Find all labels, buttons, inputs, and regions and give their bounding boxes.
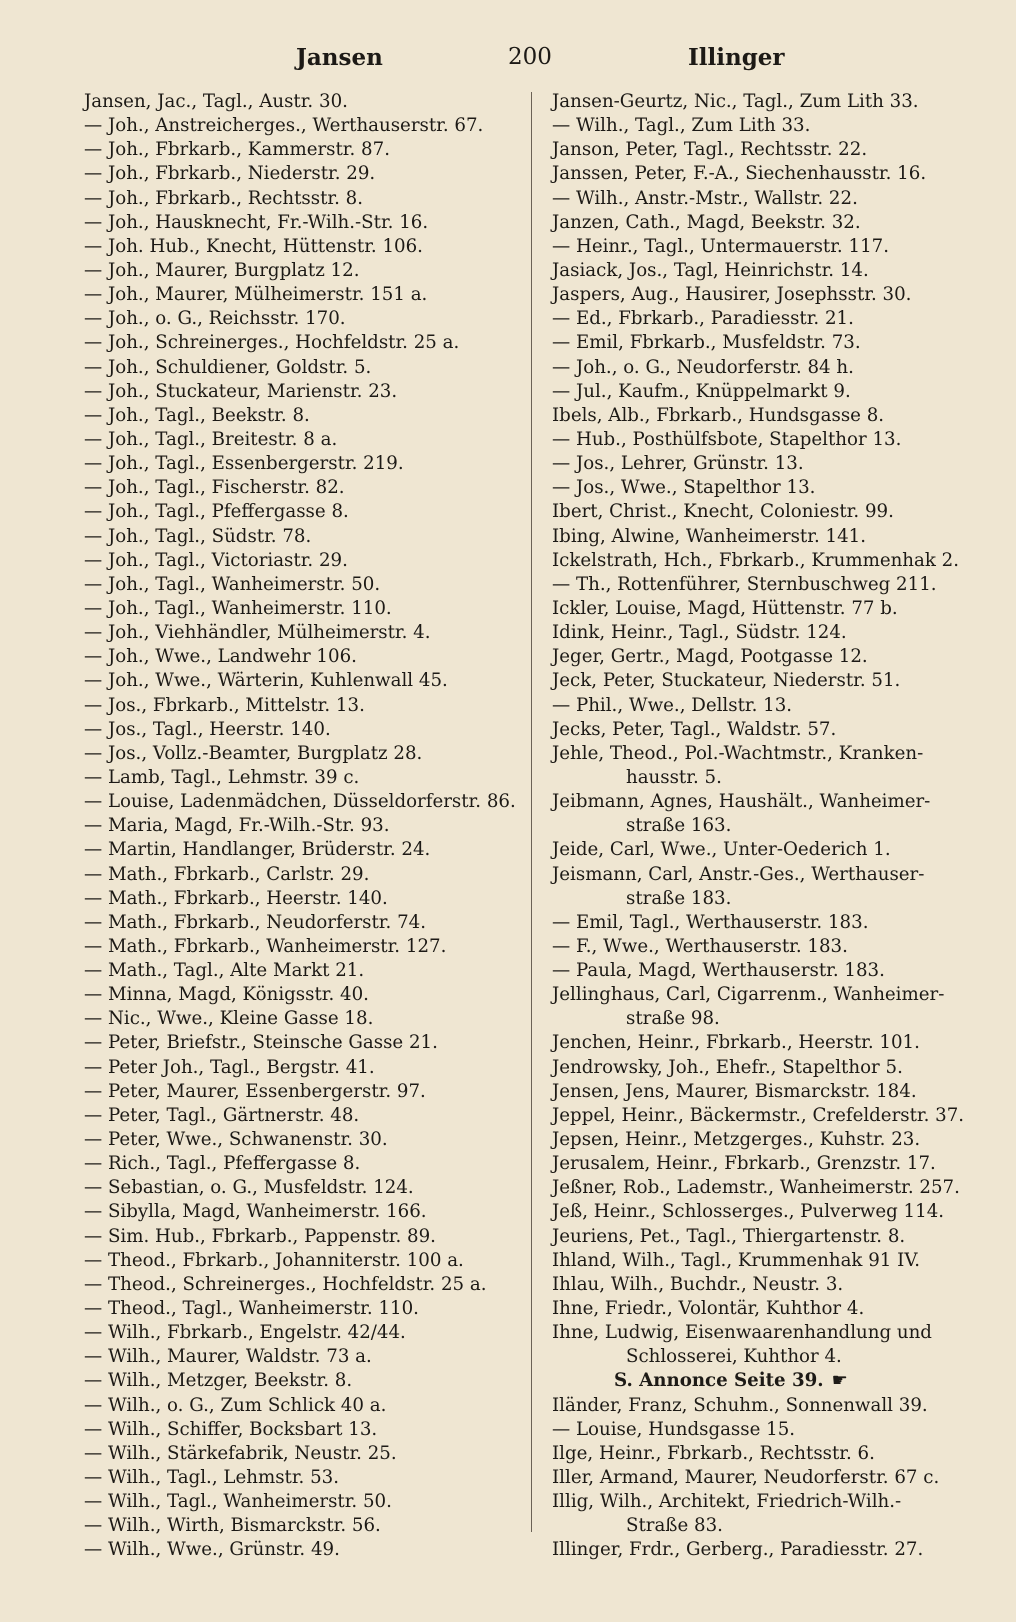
directory-entry bbox=[552, 114, 992, 138]
directory-entry bbox=[552, 307, 992, 331]
directory-entry: — Joh., Wwe., Wärterin, Kuhlenwall 45. bbox=[84, 670, 448, 692]
directory-entry bbox=[552, 283, 992, 307]
directory-entry: — Joh., Tagl., Breitestr. 8 a. bbox=[84, 428, 338, 450]
directory-entry: — Sebastian, o. G., Musfeldstr. 124. bbox=[84, 1177, 414, 1199]
directory-entry bbox=[552, 380, 992, 404]
directory-entry bbox=[552, 476, 992, 500]
directory-entry bbox=[552, 1200, 992, 1224]
directory-entry bbox=[552, 549, 992, 573]
entry-text: Jenchen, Heinr., Fbrkarb., Heerstr. 101. bbox=[552, 1032, 920, 1054]
directory-entry: — Joh., Fbrkarb., Rechtsstr. 8. bbox=[84, 187, 364, 209]
directory-entry bbox=[552, 1538, 992, 1562]
entry-text: — Hub., Posthülfsbote, Stapelthor 13. bbox=[552, 428, 902, 450]
directory-entry-continuation bbox=[552, 814, 992, 838]
entry-text: — Wilh., Anstr.-Mstr., Wallstr. 22. bbox=[552, 187, 858, 209]
directory-entry: — Joh., Tagl., Fischerstr. 82. bbox=[84, 477, 345, 499]
directory-entry bbox=[552, 1490, 992, 1514]
entry-text: — Jos., Lehrer, Grünstr. 13. bbox=[552, 453, 804, 475]
directory-entry: — Joh., o. G., Reichsstr. 170. bbox=[84, 308, 346, 330]
directory-entry: — Joh., Fbrkarb., Kammerstr. 87. bbox=[84, 139, 390, 161]
entry-text: Janssen, Peter, F.-A., Siechenhausstr. 16. bbox=[552, 163, 927, 185]
directory-entry bbox=[552, 1418, 992, 1442]
directory-entry: — Joh., Tagl., Victoriastr. 29. bbox=[84, 549, 348, 571]
directory-entry bbox=[552, 1442, 992, 1466]
directory-entry: — Joh., Tagl., Wanheimerstr. 50. bbox=[84, 573, 381, 595]
entry-text: — F., Wwe., Werthauserstr. 183. bbox=[552, 935, 848, 957]
directory-entry bbox=[552, 525, 992, 549]
directory-entry: — Theod., Tagl., Wanheimerstr. 110. bbox=[84, 1298, 419, 1320]
directory-entry: — Minna, Magd, Königsstr. 40. bbox=[84, 984, 369, 1006]
directory-entry bbox=[552, 1394, 992, 1418]
directory-entry: — Joh. Hub., Knecht, Hüttenstr. 106. bbox=[84, 235, 423, 257]
directory-entry bbox=[552, 1249, 992, 1273]
directory-entry: — Wilh., Wirth, Bismarckstr. 56. bbox=[84, 1515, 381, 1537]
column-divider bbox=[531, 92, 532, 1532]
page-number: 200 bbox=[508, 44, 552, 70]
entry-text: Ihne, Ludwig, Eisenwaarenhandlung und bbox=[552, 1322, 932, 1344]
entry-text: straße 183. bbox=[626, 887, 732, 909]
directory-entry: — Joh., Tagl., Wanheimerstr. 110. bbox=[84, 597, 392, 619]
directory-entry: — Theod., Schreinerges., Hochfeldstr. 25 a. bbox=[84, 1273, 487, 1295]
directory-entry: — Peter, Maurer, Essenbergerstr. 97. bbox=[84, 1080, 426, 1102]
directory-entry bbox=[552, 331, 992, 355]
entry-text: Jeide, Carl, Wwe., Unter-Oederich 1. bbox=[552, 839, 891, 861]
directory-entry bbox=[552, 452, 992, 476]
entry-text: Straße 83. bbox=[626, 1515, 723, 1537]
directory-entry bbox=[552, 911, 992, 935]
directory-entry: — Peter, Tagl., Gärtnerstr. 48. bbox=[84, 1104, 360, 1126]
directory-entry bbox=[552, 90, 992, 114]
directory-entry bbox=[552, 1466, 992, 1490]
directory-entry: — Martin, Handlanger, Brüderstr. 24. bbox=[84, 839, 431, 861]
right-column bbox=[552, 90, 992, 1563]
entry-text: Ilge, Heinr., Fbrkarb., Rechtsstr. 6. bbox=[552, 1442, 875, 1464]
directory-entry bbox=[552, 259, 992, 283]
entry-text: Iller, Armand, Maurer, Neudorferstr. 67 c. bbox=[552, 1467, 940, 1489]
directory-entry bbox=[552, 500, 992, 524]
entry-text: — Emil, Tagl., Werthauserstr. 183. bbox=[552, 911, 869, 933]
directory-entry: — Wilh., Tagl., Wanheimerstr. 50. bbox=[84, 1491, 392, 1513]
directory-entry: — Math., Fbrkarb., Neudorferstr. 74. bbox=[84, 911, 426, 933]
entry-text: Idink, Heinr., Tagl., Südstr. 124. bbox=[552, 622, 847, 644]
entry-text: — Emil, Fbrkarb., Musfeldstr. 73. bbox=[552, 332, 861, 354]
entry-text: Schlosserei, Kuhthor 4. bbox=[626, 1346, 842, 1368]
entry-text: S. Annonce Seite 39. bbox=[614, 1370, 824, 1392]
directory-entry: — Joh., Fbrkarb., Niederstr. 29. bbox=[84, 163, 376, 185]
header-right-word: Illinger bbox=[688, 44, 785, 71]
directory-entry: — Jos., Fbrkarb., Mittelstr. 13. bbox=[84, 694, 365, 716]
directory-entry: — Wilh., Wwe., Grünstr. 49. bbox=[84, 1539, 340, 1561]
directory-entry bbox=[552, 1273, 992, 1297]
directory-entry-continuation bbox=[552, 1345, 992, 1369]
directory-entry: — Joh., Maurer, Mülheimerstr. 151 a. bbox=[84, 284, 428, 306]
directory-entry: — Wilh., Maurer, Waldstr. 73 a. bbox=[84, 1346, 372, 1368]
entry-text: Jensen, Jens, Maurer, Bismarckstr. 184. bbox=[552, 1080, 917, 1102]
directory-entry bbox=[552, 1104, 992, 1128]
directory-entry bbox=[552, 356, 992, 380]
directory-entry: — Peter Joh., Tagl., Bergstr. 41. bbox=[84, 1056, 375, 1078]
directory-entry: — Peter, Briefstr., Steinsche Gasse 21. bbox=[84, 1032, 438, 1054]
directory-entry: — Joh., Tagl., Südstr. 78. bbox=[84, 525, 312, 547]
directory-entry: — Joh., Wwe., Landwehr 106. bbox=[84, 646, 357, 668]
page-header bbox=[0, 36, 1016, 76]
directory-entry bbox=[552, 838, 992, 862]
directory-entry: — Math., Tagl., Alte Markt 21. bbox=[84, 960, 365, 982]
directory-entry bbox=[552, 694, 992, 718]
directory-entry bbox=[552, 1080, 992, 1104]
entry-text: straße 98. bbox=[626, 1008, 720, 1030]
entry-text: Janson, Peter, Tagl., Rechtsstr. 22. bbox=[552, 139, 868, 161]
directory-entry: — Joh., Tagl., Pfeffergasse 8. bbox=[84, 501, 349, 523]
directory-entry bbox=[552, 428, 992, 452]
entry-text: Jepsen, Heinr., Metzgerges., Kuhstr. 23. bbox=[552, 1129, 921, 1151]
entry-text: Illinger, Frdr., Gerberg., Paradiesstr. 27. bbox=[552, 1539, 924, 1561]
entry-text: hausstr. 5. bbox=[626, 766, 722, 788]
directory-entry bbox=[552, 597, 992, 621]
directory-entry: — Wilh., o. G., Zum Schlick 40 a. bbox=[84, 1394, 387, 1416]
directory-entry: — Math., Fbrkarb., Heerstr. 140. bbox=[84, 887, 388, 909]
annonce-reference bbox=[552, 1369, 992, 1393]
directory-entry: — Wilh., Schiffer, Bocksbart 13. bbox=[84, 1418, 378, 1440]
directory-entry-continuation bbox=[552, 1007, 992, 1031]
entry-text: Jehle, Theod., Pol.-Wachtmstr., Kranken- bbox=[552, 742, 924, 764]
directory-entry: — Nic., Wwe., Kleine Gasse 18. bbox=[84, 1008, 374, 1030]
directory-entry: — Joh., Hausknecht, Fr.-Wilh.-Str. 16. bbox=[84, 211, 429, 233]
directory-entry: — Wilh., Stärkefabrik, Neustr. 25. bbox=[84, 1442, 397, 1464]
directory-entry bbox=[552, 935, 992, 959]
directory-entry bbox=[552, 742, 992, 766]
directory-entry bbox=[552, 404, 992, 428]
entry-text: — Th., Rottenführer, Sternbuschweg 211. bbox=[552, 573, 937, 595]
entry-text: Iländer, Franz, Schuhm., Sonnenwall 39. bbox=[552, 1394, 928, 1416]
entry-text: Jaspers, Aug., Hausirer, Josephsstr. 30. bbox=[552, 284, 912, 306]
entry-text: Jansen-Geurtz, Nic., Tagl., Zum Lith 33. bbox=[552, 91, 919, 112]
directory-entry bbox=[552, 790, 992, 814]
directory-entry bbox=[552, 162, 992, 186]
entry-text: — Jos., Wwe., Stapelthor 13. bbox=[552, 477, 816, 499]
directory-entry: — Joh., Viehhändler, Mülheimerstr. 4. bbox=[84, 622, 431, 644]
directory-entry: — Joh., Tagl., Beekstr. 8. bbox=[84, 404, 310, 426]
entry-text: Jeuriens, Pet., Tagl., Thiergartenstr. 8. bbox=[552, 1225, 906, 1247]
directory-entry: — Lamb, Tagl., Lehmstr. 39 c. bbox=[84, 766, 360, 788]
directory-entry: — Joh., Anstreicherges., Werthauserstr. 67. bbox=[84, 115, 484, 137]
left-column bbox=[84, 90, 524, 1563]
directory-entry: — Wilh., Fbrkarb., Engelstr. 42/44. bbox=[84, 1322, 406, 1344]
entry-text: — Wilh., Tagl., Zum Lith 33. bbox=[552, 115, 811, 137]
entry-text: Ibels, Alb., Fbrkarb., Hundsgasse 8. bbox=[552, 404, 885, 426]
directory-entry: — Joh., Tagl., Essenbergerstr. 219. bbox=[84, 453, 404, 475]
directory-entry: — Joh., Maurer, Burgplatz 12. bbox=[84, 259, 360, 281]
directory-entry: — Math., Fbrkarb., Wanheimerstr. 127. bbox=[84, 935, 447, 957]
directory-entry bbox=[552, 1128, 992, 1152]
directory-entry bbox=[552, 235, 992, 259]
directory-entry bbox=[552, 573, 992, 597]
entry-text: — Jul., Kaufm., Knüppelmarkt 9. bbox=[552, 380, 851, 402]
entry-text: Jecks, Peter, Tagl., Waldstr. 57. bbox=[552, 718, 837, 740]
directory-entry: — Rich., Tagl., Pfeffergasse 8. bbox=[84, 1153, 361, 1175]
directory-entry bbox=[552, 621, 992, 645]
entry-text: Jeger, Gertr., Magd, Pootgasse 12. bbox=[552, 646, 868, 668]
entry-text: Ibing, Alwine, Wanheimerstr. 141. bbox=[552, 525, 866, 547]
entry-text: Jeppel, Heinr., Bäckermstr., Crefelderstr. 37. bbox=[552, 1104, 965, 1126]
directory-entry bbox=[552, 1225, 992, 1249]
directory-entry bbox=[552, 211, 992, 235]
entry-text: Jeibmann, Agnes, Haushält., Wanheimer- bbox=[552, 791, 931, 813]
entry-text: — Phil., Wwe., Dellstr. 13. bbox=[552, 694, 793, 716]
entry-text: Jerusalem, Heinr., Fbrkarb., Grenzstr. 17. bbox=[552, 1153, 936, 1175]
directory-entry bbox=[552, 645, 992, 669]
entry-text: straße 163. bbox=[626, 815, 732, 837]
directory-entry: — Jos., Vollz.-Beamter, Burgplatz 28. bbox=[84, 742, 423, 764]
directory-entry: — Wilh., Tagl., Lehmstr. 53. bbox=[84, 1467, 340, 1489]
directory-entry bbox=[552, 1176, 992, 1200]
directory-entry: — Theod., Fbrkarb., Johanniterstr. 100 a. bbox=[84, 1249, 464, 1271]
directory-entry: — Math., Fbrkarb., Carlstr. 29. bbox=[84, 863, 370, 885]
directory-entry bbox=[552, 1297, 992, 1321]
entry-text: Ihlau, Wilh., Buchdr., Neustr. 3. bbox=[552, 1273, 844, 1295]
entry-text: — Heinr., Tagl., Untermauerstr. 117. bbox=[552, 235, 889, 257]
pointing-hand-icon: ☛ bbox=[831, 1370, 848, 1392]
entry-text: — Ed., Fbrkarb., Paradiesstr. 21. bbox=[552, 308, 854, 330]
entry-text: Ickler, Louise, Magd, Hüttenstr. 77 b. bbox=[552, 597, 898, 619]
entry-text: Jeß, Heinr., Schlosserges., Pulverweg 114. bbox=[552, 1201, 945, 1223]
directory-entry: — Peter, Wwe., Schwanenstr. 30. bbox=[84, 1129, 388, 1151]
directory-entry-continuation bbox=[552, 766, 992, 790]
directory-entry: — Jos., Tagl., Heerstr. 140. bbox=[84, 718, 331, 740]
directory-entry: — Joh., Schuldiener, Goldstr. 5. bbox=[84, 356, 372, 378]
directory-entry bbox=[552, 983, 992, 1007]
directory-entry bbox=[552, 718, 992, 742]
directory-entry bbox=[552, 1031, 992, 1055]
directory-entry: — Wilh., Metzger, Beekstr. 8. bbox=[84, 1370, 353, 1392]
directory-entry: — Maria, Magd, Fr.-Wilh.-Str. 93. bbox=[84, 815, 390, 837]
directory-entry: — Joh., Schreinerges., Hochfeldstr. 25 a. bbox=[84, 332, 460, 354]
entry-text: Jendrowsky, Joh., Ehefr., Stapelthor 5. bbox=[552, 1056, 903, 1078]
entry-text: Jeßner, Rob., Lademstr., Wanheimerstr. 257. bbox=[552, 1177, 960, 1199]
directory-entry bbox=[552, 1152, 992, 1176]
entry-text: Ihne, Friedr., Volontär, Kuhthor 4. bbox=[552, 1298, 865, 1320]
header-left-word: Jansen bbox=[296, 44, 383, 71]
entry-text: — Louise, Hundsgasse 15. bbox=[552, 1418, 796, 1440]
directory-entry-continuation bbox=[552, 887, 992, 911]
directory-entry bbox=[552, 863, 992, 887]
directory-entry: — Joh., Stuckateur, Marienstr. 23. bbox=[84, 380, 398, 402]
directory-entry bbox=[552, 669, 992, 693]
entry-text: Ibert, Christ., Knecht, Coloniestr. 99. bbox=[552, 501, 894, 523]
directory-entry bbox=[552, 138, 992, 162]
entry-text: Jeck, Peter, Stuckateur, Niederstr. 51. bbox=[552, 670, 901, 692]
entry-text: Ihland, Wilh., Tagl., Krummenhak 91 IV. bbox=[552, 1249, 921, 1271]
entry-text: — Joh., o. G., Neudorferstr. 84 h. bbox=[552, 356, 854, 378]
entry-text: Janzen, Cath., Magd, Beekstr. 32. bbox=[552, 211, 861, 233]
directory-entry bbox=[552, 187, 992, 211]
entry-text: Ickelstrath, Hch., Fbrkarb., Krummenhak 2. bbox=[552, 549, 960, 571]
entry-text: Jeismann, Carl, Anstr.-Ges., Werthauser- bbox=[552, 863, 925, 885]
directory-entry bbox=[552, 1056, 992, 1080]
directory-entry bbox=[552, 959, 992, 983]
entry-text: Jasiack, Jos., Tagl, Heinrichstr. 14. bbox=[552, 259, 869, 281]
entry-text: — Paula, Magd, Werthauserstr. 183. bbox=[552, 960, 885, 982]
directory-entry: — Sim. Hub., Fbrkarb., Pappenstr. 89. bbox=[84, 1225, 436, 1247]
directory-entry: — Sibylla, Magd, Wanheimerstr. 166. bbox=[84, 1201, 427, 1223]
directory-entry: — Louise, Ladenmädchen, Düsseldorferstr. 86. bbox=[84, 791, 516, 813]
entry-text: Illig, Wilh., Architekt, Friedrich-Wilh.- bbox=[552, 1491, 902, 1513]
directory-entry-continuation bbox=[552, 1514, 992, 1538]
directory-entry: Jansen, Jac., Tagl., Austr. 30. bbox=[84, 91, 348, 112]
entry-text: Jellinghaus, Carl, Cigarrenm., Wanheimer- bbox=[552, 984, 945, 1006]
directory-entry bbox=[552, 1321, 992, 1345]
